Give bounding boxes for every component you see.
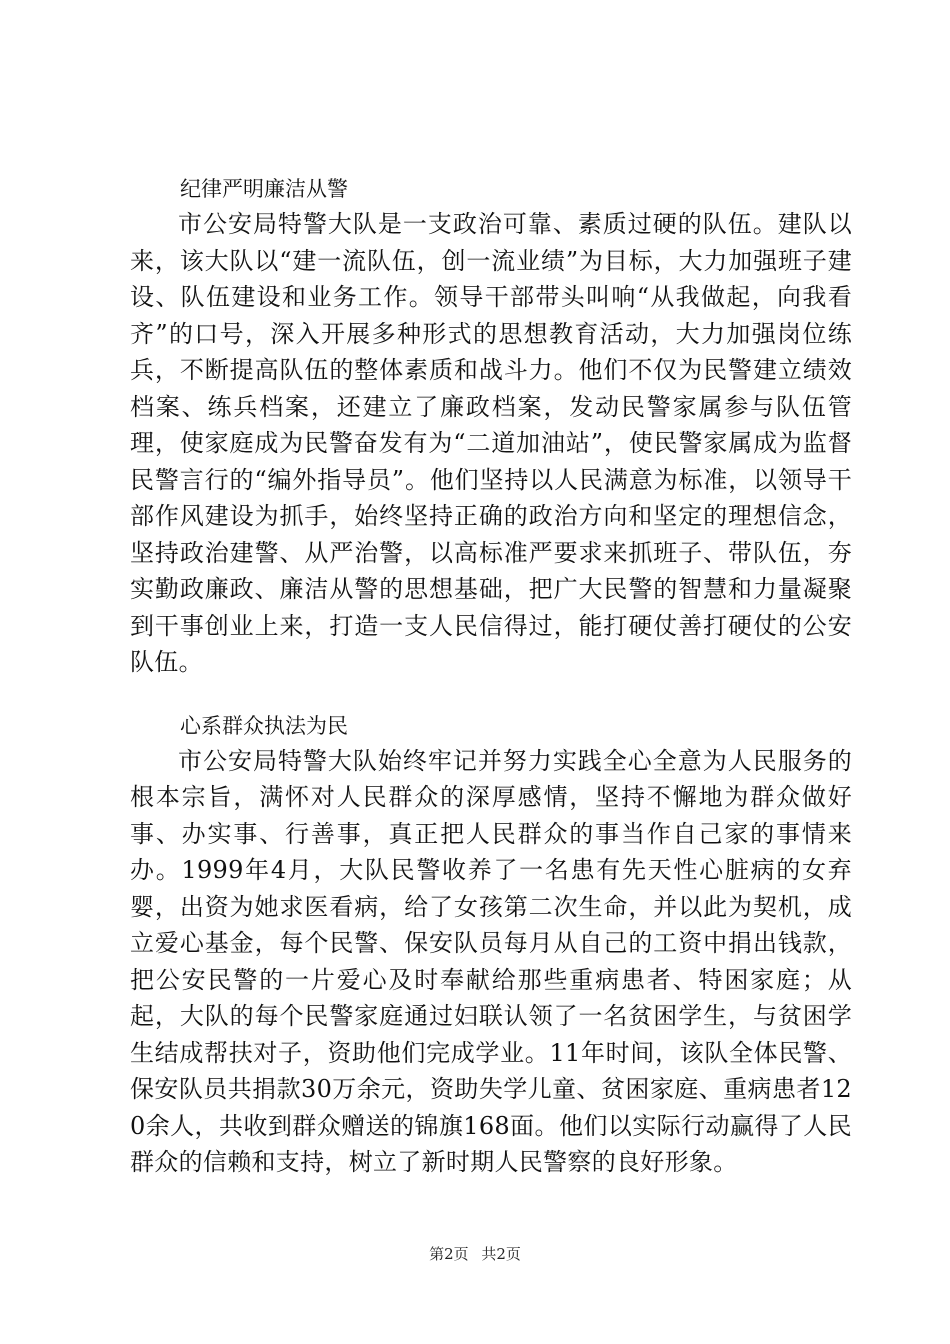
document-body — [130, 172, 852, 1181]
section-discipline — [130, 172, 852, 681]
section-heading: 心系群众执法为民 — [180, 713, 348, 738]
section-paragraph: 市公安局特警大队始终牢记并努力实践全心全意为人民服务的根本宗旨，满怀对人民群众的深厚感情，坚持不懈地为群众做好事、办实事、行善事，真正把人民群众的事当作自己家的事情来办。1999年4月，大队民警收养了一名患有先天性心脏病的女弃婴，出资为她求医看病，给了女孩第二次生命，并以此为契机，成立爱心基金，每个民警、保安队员每月从自己的工资中捐出钱款，把公安民警的一片爱心及时奉献给那些重病患者、特困家庭；从起，大队的每个民警家庭通过妇联认领了一名贫困学生，与贫困学生结成帮扶对子，资助他们完成学业。11年时间，该队全体民警、保安队员共捐款30万余元，资助失学儿童、贫困家庭、重病患者120余人，共收到群众赠送的锦旗168面。他们以实际行动赢得了人民群众的信赖和支持，树立了新时期人民警察的良好形象。 — [130, 746, 852, 1176]
page-number-current: 第2页 — [429, 1245, 469, 1263]
page-footer — [0, 1244, 950, 1264]
page-number-total: 共2页 — [481, 1245, 521, 1263]
section-heading: 纪律严明廉洁从警 — [180, 177, 348, 201]
section-serve-people — [130, 709, 852, 1181]
section-paragraph: 市公安局特警大队是一支政治可靠、素质过硬的队伍。建队以来，该大队以“建一流队伍，创一流业绩”为目标，大力加强班子建设、队伍建设和业务工作。领导干部带头叫响“从我做起，向我看齐”的口号，深入开展多种形式的思想教育活动，大力加强岗位练兵，不断提高队伍的整体素质和战斗力。他们不仅为民警建立绩效档案、练兵档案，还建立了廉政档案，发动民警家属参与队伍管理，使家庭成为民警奋发有为“二道加油站”，使民警家属成为监督民警言行的“编外指导员”。他们坚持以人民满意为标准，以领导干部作风建设为抓手，始终坚持正确的政治方向和坚定的理想信念，坚持政治建警、从严治警，以高标准严要求来抓班子、带队伍，夯实勤政廉政、廉洁从警的思想基础，把广大民警的智慧和力量凝聚到干事创业上来，打造一支人民信得过，能打硬仗善打硬仗的公安队伍。 — [130, 210, 852, 676]
